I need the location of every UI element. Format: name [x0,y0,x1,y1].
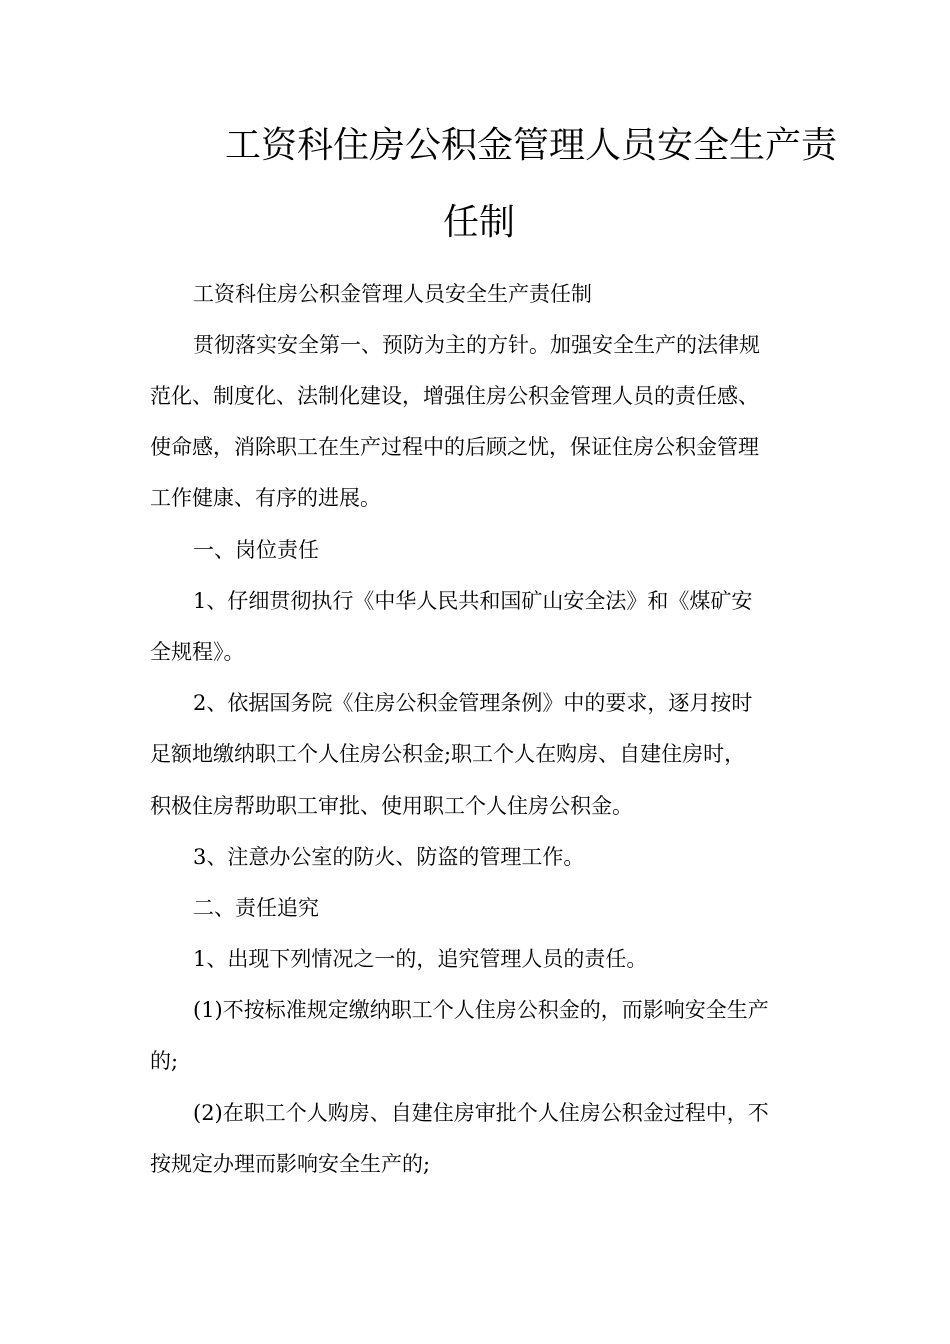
document-title-line-1: 工资科住房公积金管理人员安全生产责 [225,125,838,166]
duty-item-3: 3、注意办公室的防火、防盗的管理工作。 [193,845,585,869]
intro-paragraph-line: 使命感，消除职工在生产过程中的后顾之忧，保证住房公积金管理 [150,435,759,459]
section-heading-duties: 一、岗位责任 [193,538,319,562]
accountability-subitem-2-line: (2)在职工个人购房、自建住房审批个人住房公积金过程中，不 [193,1101,769,1125]
intro-paragraph-line: 工作健康、有序的进展。 [150,486,381,510]
document-title-line-2: 任制 [443,202,516,243]
accountability-subitem-2-line: 按规定办理而影响安全生产的; [150,1152,431,1176]
duty-item-2-line: 2、依据国务院《住房公积金管理条例》中的要求，逐月按时 [193,691,753,715]
intro-paragraph-line: 范化、制度化、法制化建设，增强住房公积金管理人员的责任感、 [150,384,759,408]
duty-item-2-line: 积极住房帮助职工审批、使用职工个人住房公积金。 [150,794,633,818]
accountability-subitem-1-line: (1)不按标准规定缴纳职工个人住房公积金的，而影响安全生产 [193,998,769,1022]
intro-paragraph-line: 贯彻落实安全第一、预防为主的方针。加强安全生产的法律规 [193,333,760,357]
accountability-item-1: 1、出现下列情况之一的，追究管理人员的责任。 [193,947,648,971]
section-heading-accountability: 二、责任追究 [193,896,319,920]
duty-item-2-line: 足额地缴纳职工个人住房公积金;职工个人在购房、自建住房时， [150,742,746,766]
accountability-subitem-1-line: 的; [150,1049,179,1073]
subtitle-paragraph: 工资科住房公积金管理人员安全生产责任制 [193,282,592,306]
duty-item-1-line: 全规程》。 [150,640,245,664]
duty-item-1-line: 1、仔细贯彻执行《中华人民共和国矿山安全法》和《煤矿安 [193,589,753,613]
